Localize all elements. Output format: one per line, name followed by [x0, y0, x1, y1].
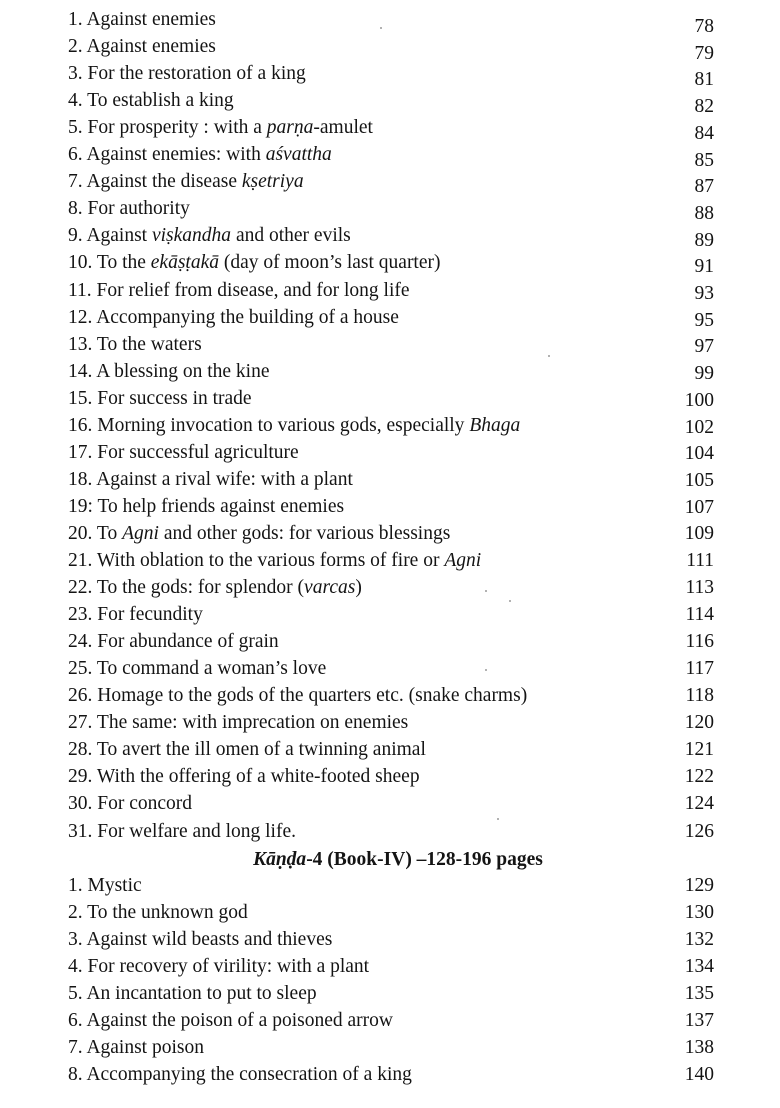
toc-entry-title [68, 87, 234, 114]
toc-entry [68, 304, 714, 331]
toc-entry-term: parṇa [266, 117, 314, 139]
toc-entry-text: Against the poison of a poisoned arrow [86, 1009, 393, 1031]
toc-entry-text: Mystic [87, 874, 142, 896]
toc-entry-number: 11. [68, 279, 97, 301]
toc-entry-title [68, 1061, 412, 1088]
toc-entry-title [68, 168, 304, 195]
toc-entry-title [68, 790, 192, 817]
toc-entry-page-number: 140 [684, 1063, 714, 1085]
toc-entry-term: aśvattha [265, 144, 332, 166]
toc-entry-title [68, 439, 299, 466]
toc-entry-number: 10. [68, 252, 97, 274]
toc-entry-page-number: 100 [684, 389, 714, 411]
toc-entry-page-number: 109 [684, 523, 714, 545]
toc-entry [68, 114, 714, 144]
toc-entry-page-number: 107 [684, 496, 714, 518]
toc-entry-text: An incantation to put to sleep [86, 982, 317, 1004]
toc-entry-text: -amulet [313, 117, 373, 139]
toc-entry-number: 25. [68, 658, 97, 680]
toc-entry [68, 195, 714, 222]
toc-entry [68, 168, 714, 198]
toc-entry-title [68, 926, 332, 953]
toc-entry-number: 4. [68, 90, 88, 112]
toc-entry-number: 31. [68, 820, 98, 842]
toc-entry [68, 763, 714, 790]
toc-entry-page-number: 93 [694, 283, 714, 304]
toc-entry-number: 2. [68, 901, 88, 923]
toc-entry-title [68, 6, 216, 33]
toc-entry-page-number: 104 [684, 443, 714, 465]
toc-entry-page-number: 91 [694, 256, 714, 278]
toc-entry-text: To establish a king [87, 90, 234, 112]
toc-entry-text: To command a woman’s love [96, 658, 327, 680]
toc-entry-title [68, 709, 408, 736]
toc-entry-text: To [96, 522, 123, 544]
toc-entry [68, 601, 714, 628]
toc-entry [68, 655, 714, 682]
toc-entry-text: For relief from disease, and for long life [96, 279, 410, 301]
toc-entry [68, 277, 714, 304]
toc-entry-title [68, 304, 399, 331]
toc-entry-text: Accompanying the building of a house [96, 306, 399, 328]
toc-entry-number: 22. [68, 577, 97, 599]
toc-entry-text: To the gods: for splendor ( [96, 577, 305, 599]
toc-entry-title [68, 33, 216, 60]
toc-entry-number: 18. [68, 468, 97, 490]
toc-entry-page-number: 135 [684, 982, 714, 1004]
section-heading-italic: Kāṇḍa [253, 848, 307, 870]
toc-entry-text: To the unknown god [87, 901, 248, 923]
section-heading-rest: -4 (Book-IV) –128-196 pages [306, 848, 543, 870]
toc-entry-text: ) [355, 577, 362, 599]
toc-entry-page-number: 111 [686, 550, 714, 571]
toc-entry-page-number: 116 [685, 631, 714, 653]
toc-entry-text: To the waters [96, 333, 202, 355]
toc-entry [68, 60, 714, 91]
toc-entry-title [68, 222, 351, 249]
toc-entry-title [68, 114, 373, 141]
toc-entry [68, 872, 714, 899]
toc-entry [68, 493, 714, 520]
toc-entry-text: For abundance of grain [97, 631, 279, 653]
toc-entry-text: For welfare and long life. [97, 820, 296, 842]
toc-entry-text: For successful agriculture [97, 441, 299, 463]
toc-entry [68, 628, 714, 655]
toc-entry [68, 331, 714, 358]
toc-entry-page-number: 99 [694, 363, 714, 385]
toc-entry [68, 926, 714, 953]
toc-entry [68, 222, 714, 249]
toc-entry-page-number: 113 [685, 577, 714, 599]
toc-entry-text: To the [96, 252, 151, 274]
toc-entry-text: With the offering of a white-footed sheep [96, 766, 420, 788]
toc-entry [68, 953, 714, 980]
toc-entry-term: kṣetriya [241, 171, 304, 193]
toc-entry-title [68, 682, 527, 709]
toc-entry [68, 466, 714, 493]
toc-entry-page-number: 89 [694, 229, 714, 251]
toc-entry-page-number: 137 [684, 1009, 714, 1031]
toc-entry-text: Against poison [86, 1036, 204, 1058]
toc-entry-term: viṣkandha [151, 225, 232, 247]
toc-entry-page-number: 88 [694, 202, 714, 224]
toc-entry-text: Homage to the gods of the quarters etc. (snake charms) [97, 685, 528, 707]
toc-entry-title [68, 763, 420, 790]
toc-entry-page-number: 122 [684, 766, 714, 788]
toc-entry-text: (day of moon’s last quarter) [219, 252, 441, 274]
toc-entry-title [68, 547, 481, 574]
toc-entry-number: 29. [68, 766, 97, 788]
toc-entry-title [68, 980, 317, 1007]
toc-entry-text: Against [86, 225, 152, 247]
toc-entry-term: Bhaga [469, 414, 521, 436]
toc-entry-number: 20. [68, 522, 97, 544]
toc-entry-title [68, 331, 202, 358]
toc-entry-page-number: 97 [694, 336, 714, 358]
toc-entry [68, 736, 714, 763]
toc-entry-title [68, 655, 326, 682]
toc-entry-text: and other evils [231, 225, 351, 247]
scan-speck [380, 27, 382, 29]
toc-entry-number: 6. [68, 1009, 87, 1031]
toc-entry-number: 6. [68, 144, 87, 166]
toc-entry-number: 23. [68, 604, 98, 626]
toc-entry [68, 1061, 714, 1088]
toc-entry-page-number: 118 [685, 685, 714, 707]
toc-entry-text: Against the disease [86, 171, 242, 193]
toc-entry [68, 818, 714, 845]
toc-entry-number: 4. [68, 955, 88, 977]
toc-entry-text: Against enemies [86, 9, 216, 30]
toc-entry-number: 16. [68, 414, 98, 436]
toc-entry-number: 15. [68, 387, 98, 409]
toc-entry-title [68, 249, 441, 276]
toc-entry-page-number: 102 [684, 416, 714, 438]
toc-entry [68, 980, 714, 1007]
toc-entry-text: With oblation to the various forms of fire or [96, 550, 445, 571]
toc-entry-title [68, 628, 279, 655]
toc-entry-number: 13. [68, 333, 97, 355]
toc-entry-number: 27. [68, 712, 97, 734]
toc-entry [68, 6, 714, 37]
toc-entry-title [68, 195, 190, 222]
toc-entry-text: For the restoration of a king [87, 63, 306, 85]
toc-entry-page-number: 121 [684, 739, 714, 761]
toc-entry-text: For recovery of virility: with a plant [87, 955, 370, 977]
toc-entry-text: For fecundity [97, 604, 203, 626]
toc-entry [68, 790, 714, 817]
toc-entry-title [68, 1007, 393, 1034]
toc-entry-text: Against wild beasts and thieves [86, 928, 333, 950]
toc-entry [68, 547, 714, 574]
toc-entry [68, 141, 714, 171]
toc-entry-number: 3. [68, 928, 87, 950]
toc-entry-title [68, 466, 353, 493]
toc-entry [68, 439, 714, 466]
toc-entry [68, 87, 714, 118]
toc-entry-text: Against enemies [86, 36, 216, 58]
toc-entry-number: 1. [68, 874, 88, 896]
toc-entry-number: 21. [68, 550, 97, 571]
toc-entry-page-number: 79 [694, 42, 714, 64]
toc-entry [68, 249, 714, 276]
toc-entry [68, 385, 714, 412]
toc-entry-page-number: 138 [684, 1036, 714, 1058]
toc-entry-number: 30. [68, 793, 98, 815]
toc-entry-page-number: 82 [694, 96, 714, 118]
toc-entry [68, 682, 714, 709]
toc-entry [68, 1007, 714, 1034]
toc-entry [68, 899, 714, 926]
toc-entry-page-number: 129 [684, 874, 714, 896]
toc-entry-title [68, 1034, 204, 1061]
toc-entry-number: 28. [68, 739, 97, 761]
toc-entry-page-number: 105 [684, 469, 714, 491]
toc-entry-page-number: 130 [684, 901, 714, 923]
toc-entry-page-number: 81 [694, 69, 714, 91]
toc-entry-number: 7. [68, 171, 87, 193]
toc-entry-title [68, 872, 142, 899]
toc-entry-text: Morning invocation to various gods, especially [97, 414, 470, 436]
toc-entry-term: ekāṣṭakā [150, 252, 220, 274]
toc-entry-term: Agni [444, 550, 482, 571]
toc-entry-title [68, 412, 520, 439]
toc-entry-title [68, 493, 344, 520]
toc-entry-text: To help friends against enemies [97, 495, 345, 517]
toc-entry-page-number: 114 [685, 604, 714, 626]
toc-entry-text: Against a rival wife: with a plant [96, 468, 353, 490]
toc-entry-number: 8. [68, 198, 88, 220]
toc-entry-title [68, 385, 252, 412]
toc-entry-text: For prosperity : with a [87, 117, 267, 139]
section-heading [0, 846, 780, 873]
toc-entry-title [68, 60, 306, 87]
toc-entry [68, 520, 714, 547]
toc-entry-number: 8. [68, 1063, 87, 1085]
toc-entry-text: Against enemies: with [86, 144, 266, 166]
scan-speck [497, 818, 499, 820]
toc-entry [68, 574, 714, 601]
toc-entry-number: 17. [68, 441, 98, 463]
toc-entry-page-number: 126 [684, 820, 714, 842]
toc-entry-page-number: 78 [694, 16, 714, 37]
toc-entry-number: 5. [68, 982, 87, 1004]
toc-entry-page-number: 132 [684, 928, 714, 950]
toc-entry-number: 5. [68, 117, 88, 139]
toc-entry-title [68, 574, 362, 601]
toc-entry-title [68, 736, 426, 763]
toc-entry-number: 9. [68, 225, 87, 247]
toc-entry-page-number: 84 [694, 122, 714, 144]
toc-entry-number: 1. [68, 9, 87, 30]
toc-entry-title [68, 953, 369, 980]
toc-entry-text: For authority [87, 198, 190, 220]
toc-entry-term: varcas [304, 577, 356, 599]
toc-entry-number: 26. [68, 685, 98, 707]
toc-entry-title [68, 818, 296, 845]
toc-entry-text: For success in trade [97, 387, 252, 409]
toc-entry-page-number: 120 [684, 712, 714, 734]
toc-entry [68, 33, 714, 64]
toc-entry [68, 1034, 714, 1061]
toc-entry-page-number: 117 [685, 658, 714, 680]
toc-entry-page-number: 85 [694, 149, 714, 171]
scan-speck [485, 669, 487, 671]
toc-entry-term: Agni [122, 522, 159, 544]
toc-entry-page-number: 95 [694, 309, 714, 331]
toc-entry-text: Accompanying the consecration of a king [86, 1063, 412, 1085]
scan-speck [548, 355, 550, 357]
toc-entry-number: 24. [68, 631, 98, 653]
toc-entry-title [68, 601, 203, 628]
toc-entry-text: and other gods: for various blessings [158, 522, 451, 544]
toc-entry-page-number: 87 [694, 176, 714, 198]
toc-entry-title [68, 899, 248, 926]
toc-entry-title [68, 141, 332, 168]
toc-entry-page-number: 124 [684, 793, 714, 815]
scan-speck [485, 590, 487, 592]
toc-entry-text: The same: with imprecation on enemies [96, 712, 409, 734]
toc-entry-title [68, 520, 450, 547]
toc-entry [68, 358, 714, 385]
toc-entry-number: 19: [68, 495, 98, 517]
toc-entry-number: 2. [68, 36, 87, 58]
toc-entry-title [68, 277, 410, 304]
toc-entry-number: 14. [68, 360, 97, 382]
toc-entry-text: To avert the ill omen of a twinning animal [96, 739, 426, 761]
toc-entry-text: For concord [97, 793, 193, 815]
toc-entry [68, 709, 714, 736]
toc-entry-title [68, 358, 270, 385]
toc-entry [68, 412, 714, 439]
toc-entry-text: A blessing on the kine [96, 360, 270, 382]
toc-entry-number: 3. [68, 63, 88, 85]
toc-entry-number: 7. [68, 1036, 87, 1058]
scan-speck [509, 600, 511, 602]
toc-entry-number: 12. [68, 306, 97, 328]
toc-entry-page-number: 134 [684, 955, 714, 977]
